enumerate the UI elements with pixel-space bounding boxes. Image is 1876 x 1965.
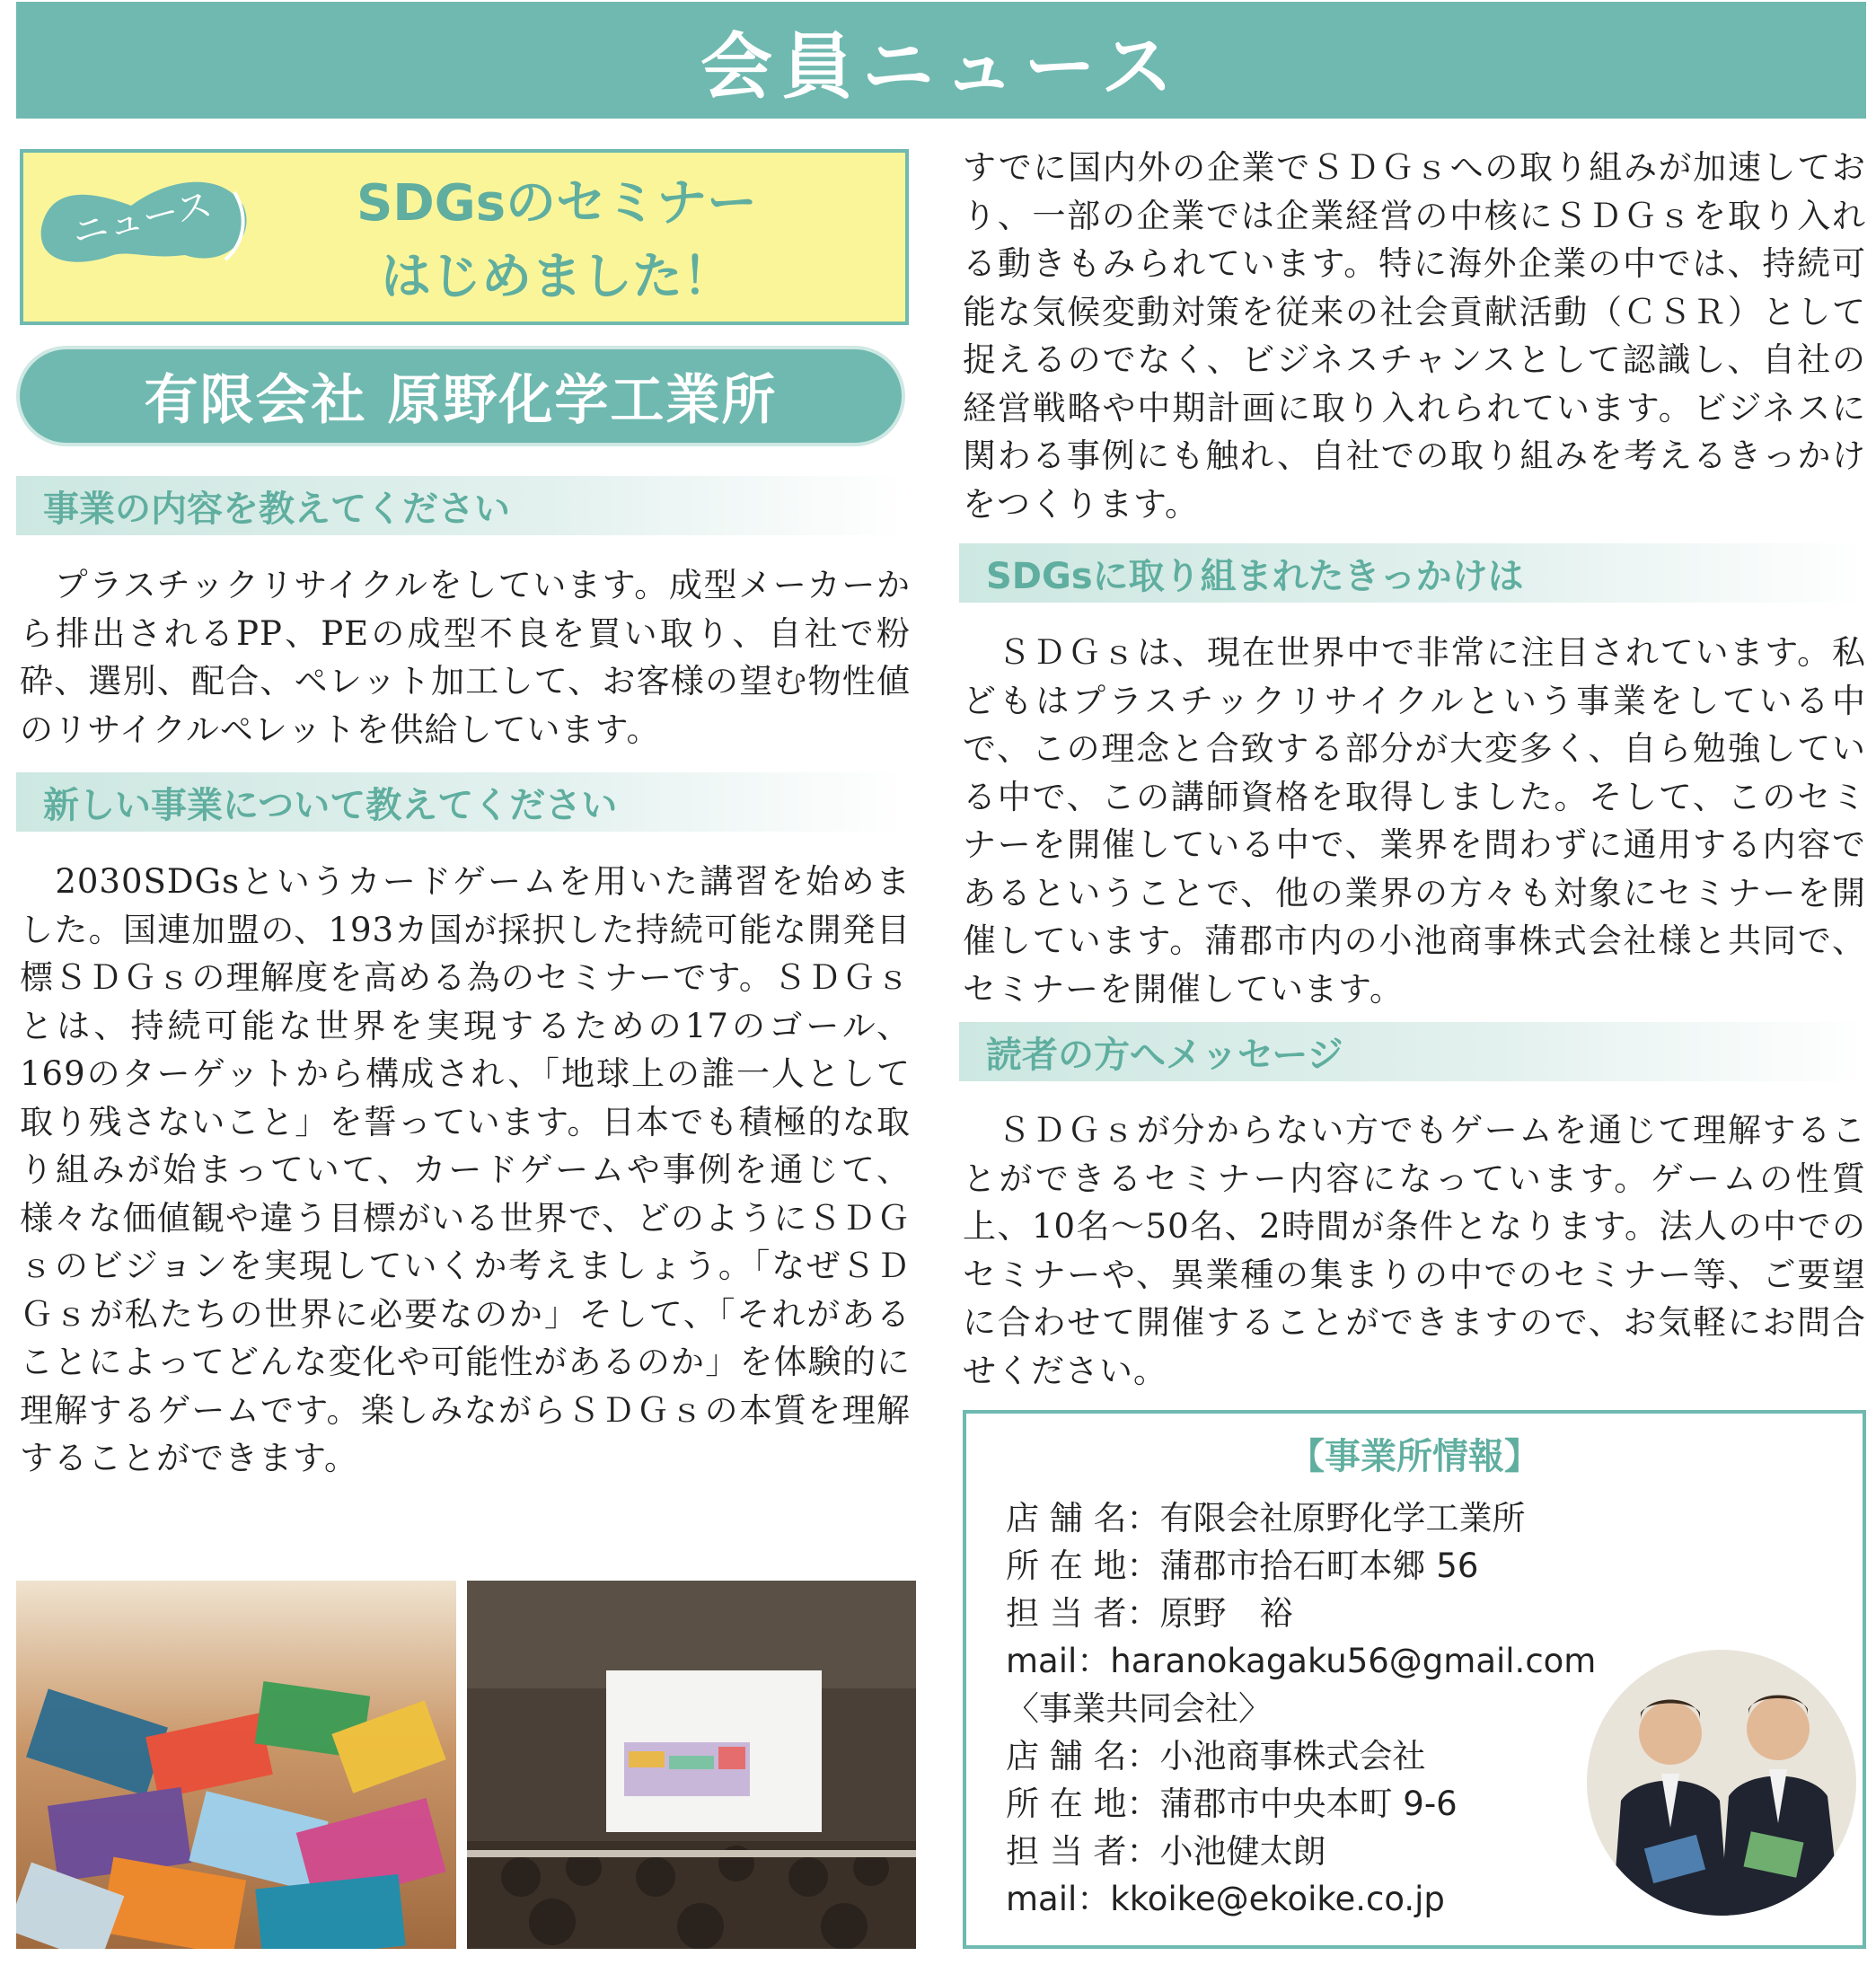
staff-portrait-photo <box>1585 1648 1859 1917</box>
info-email-link[interactable]: mail：haranokagaku56@gmail.com <box>1006 1642 1597 1680</box>
page-title: 会員ニュース <box>700 24 1182 109</box>
headline-line-2: はじめました！ <box>381 248 733 306</box>
section-body-business: プラスチックリサイクルをしています。成型メーカーから排出されるPP、PEの成型不良を買い取り、自社で粉砕、選別、配合、ペレット加工して、お客様の望む物性値のリサイクルペレットを供給しています。 <box>20 566 911 749</box>
page-banner <box>16 2 1866 119</box>
company-name: 有限会社 原野化学工業所 <box>144 369 778 432</box>
news-tag-label: ニュース <box>68 184 216 254</box>
section-body-message: ＳＤＧｓが分からない方でもゲームを通じて理解することができるセミナー内容になっています。ゲームの性質上、10名～50名、2時間が条件となります。法人の中でのセミナーや、異業種の集まりの中でのセミナー等、ご要望に合わせて開催することができますので、お気軽にお問合せください。 <box>963 1111 1866 1390</box>
section-heading-new-business: 新しい事業について教えてください <box>16 772 905 832</box>
section-heading-business: 事業の内容を教えてください <box>16 476 905 535</box>
info-line: 担 当 者：小池健太朗 <box>1006 1832 1326 1871</box>
section-body-new-business: 2030SDGsというカードゲームを用いた講習を始めました。国連加盟の、193カ国が採択した持続可能な開発目標ＳＤＧｓの理解度を高める為のセミナーです。ＳＤＧｓとは、持続可能な世界を実現するための17のゴール、169のターゲットから構成され、「地球上の誰一人として取り残さないこと」を誓っています。日本でも積極的な取り組みが始まっていて、カードゲームや事例を通じて、様々な価値観や違う目標がいる世界で、どのようにＳＤＧｓのビジョンを実現していくか考えましょう。「なぜＳＤＧｓが私たちの世界に必要なのか」そして、「それがあることによってどんな変化や可能性があるのか」を体験的に理解するゲームです。楽しみながらＳＤＧｓの本質を理解することができます。 <box>20 862 911 1477</box>
section-body-motivation: ＳＤＧｓは、現在世界中で非常に注目されています。私どもはプラスチックリサイクルという事業をしている中で、この理念と合致する部分が大変多く、自ら勉強している中で、この講師資格を取得しました。そして、このセミナーを開催している中で、業界を問わずに通用する内容であるということで、他の業界の方々も対象にセミナーを開催しています。蒲郡市内の小池商事株式会社様と共同で、セミナーを開催しています。 <box>963 633 1866 1009</box>
info-line: 〈事業共同会社〉 <box>1006 1689 1272 1728</box>
headline-line-1: SDGsのセミナー <box>356 174 758 233</box>
business-info-title: 【事業所情報】 <box>1289 1436 1540 1477</box>
seminar-photo <box>467 1581 916 1949</box>
news-headline <box>269 167 844 314</box>
info-line: 所 在 地：蒲郡市拾石町本郷 56 <box>1006 1546 1479 1585</box>
info-line: 店 舗 名：有限会社原野化学工業所 <box>1006 1499 1526 1538</box>
info-line: 担 当 者：原野 裕 <box>1006 1594 1293 1633</box>
section-heading-message: 読者の方へメッセージ <box>959 1022 1866 1081</box>
section-body-continued: すでに国内外の企業でＳＤＧｓへの取り組みが加速しており、一部の企業では企業経営の中核にＳＤＧｓを取り入れる動きもみられています。特に海外企業の中では、持続可能な気候変動対策を従来の社会貢献活動（ＣＳＲ）として捉えるのでなく、ビジネスチャンスとして認識し、自社の経営戦略や中期計画に取り入れられています。ビジネスに関わる事例にも触れ、自社での取り組みを考えるきっかけをつくります。 <box>963 148 1866 524</box>
info-email-link[interactable]: mail：kkoike@ekoike.co.jp <box>1006 1880 1445 1918</box>
sdgs-cards-photo <box>16 1581 456 1949</box>
info-line: 所 在 地：蒲郡市中央本町 9-6 <box>1006 1784 1458 1823</box>
info-line: 店 舗 名：小池商事株式会社 <box>1006 1737 1426 1776</box>
section-heading-motivation: SDGsに取り組まれたきっかけは <box>959 543 1866 603</box>
company-name-banner <box>16 346 905 446</box>
